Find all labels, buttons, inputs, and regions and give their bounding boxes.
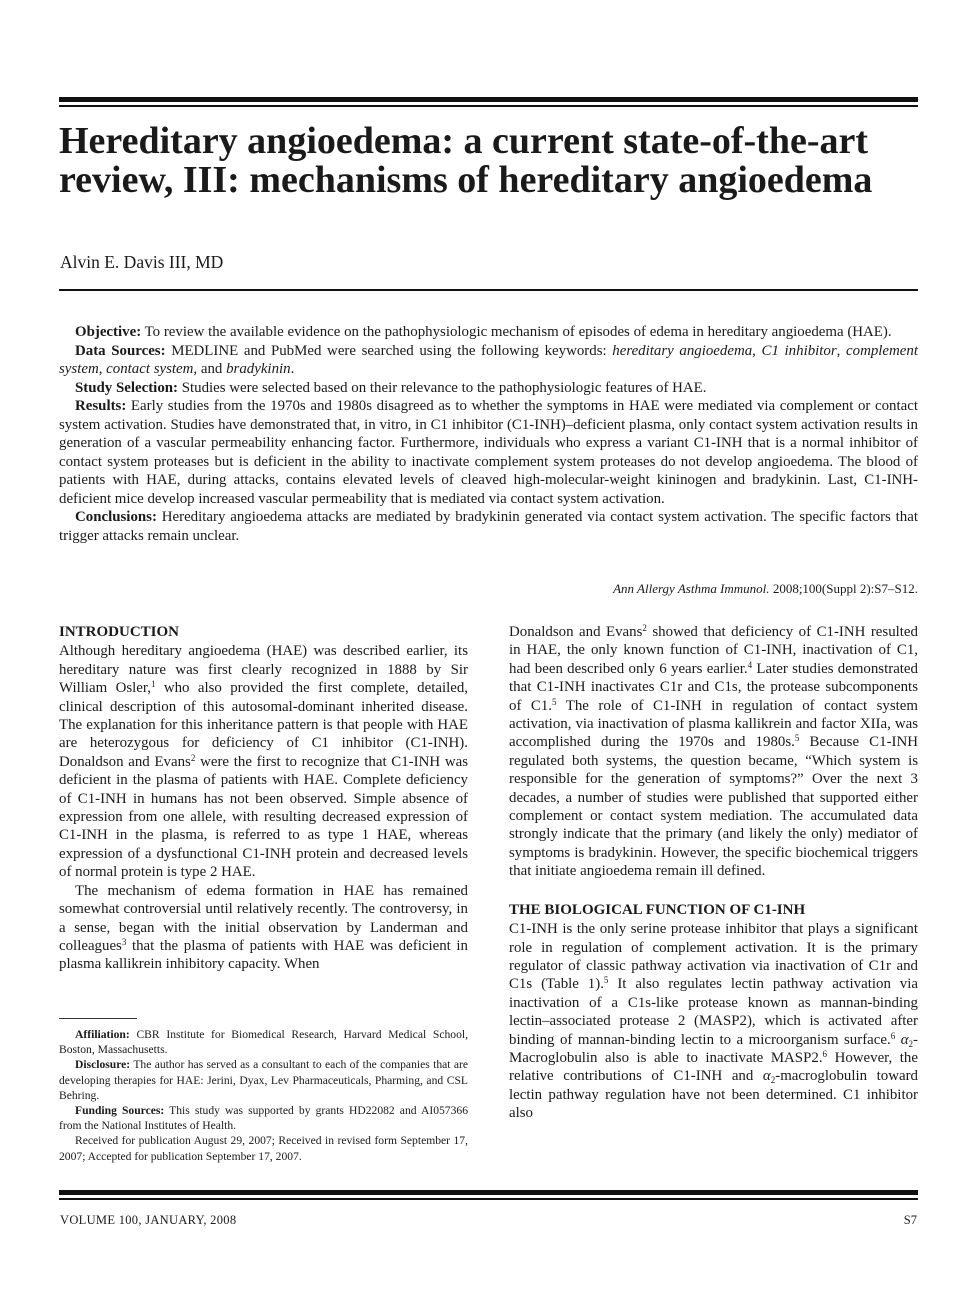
text: The role of C1-INH in regulation of contact system activation, via inactivation of plasma kallikrein and factor XIIa, was accomplished during the 1970s and 1980s. [509, 697, 918, 751]
disclosure-text: The author has served as a consultant to each of the companies that are developing therapies for HAE: Jerini, Dyax, Lev Pharmaceuticals, Pharming, and CSL Behring. [59, 1058, 468, 1102]
abstract-study-selection [59, 379, 918, 398]
text: However, the relative contributions of C1-INH and [509, 1049, 918, 1085]
text: Because C1-INH regulated both systems, the question became, “Which system is responsible for the generation of symptoms?” Over the next 3 decades, a number of studies were published that supported either complement or contact system mediation. The accumulated data strongly indicate that the primary (and likely the only) mediator of symptoms is bradykinin. However, the specific biochemical triggers that initiate angioedema remain ill defined. [509, 734, 918, 880]
intro-paragraph-2 [59, 882, 468, 974]
text: that the plasma of patients with HAE was deficient in plasma kallikrein inhibitory capacity. When [59, 937, 468, 973]
ref-5: 5 [552, 696, 557, 707]
abstract-conclusions [59, 508, 918, 545]
keyword: contact system [106, 361, 194, 377]
text: Donaldson and Evans [509, 624, 643, 640]
keyword: complement system [59, 342, 918, 377]
ref-2: 2 [190, 752, 196, 763]
text: Later studies demonstrated that C1-INH inactivates C1r and C1s, the protease subcomponents of C1. [509, 660, 918, 714]
header-rule-thick [59, 97, 918, 102]
ref-2: 2 [642, 623, 647, 633]
footnote-rule [59, 1018, 137, 1019]
abstract-objective [59, 323, 918, 342]
footer-rule-thin [59, 1198, 918, 1200]
ref-4: 4 [747, 659, 753, 670]
abstract-data-sources: Data Sources: MEDLINE and PubMed were searched using the following keywords: hereditary angioedema, C1 inhibitor, complement system, contact system, and bradykinin. [59, 342, 918, 377]
objective-text: To review the available evidence on the pathophysiologic mechanism of episodes of edema in hereditary angioedema (HAE). [144, 324, 892, 340]
study-selection-label: Study Selection: [75, 379, 178, 396]
text: -macroglobulin toward lectin pathway regulation have not been determined. C1 inhibitor also [509, 1068, 918, 1122]
footnotes [59, 1027, 468, 1164]
footnote-disclosure [59, 1057, 468, 1103]
ref-6: 6 [822, 1048, 828, 1059]
objective-label: Objective: [75, 324, 142, 340]
ref-1: 1 [150, 679, 156, 690]
citation-journal: Ann Allergy Asthma Immunol. [613, 581, 770, 596]
abstract-results [59, 397, 918, 508]
results-text: Early studies from the 1970s and 1980s disagreed as to whether the symptoms in HAE were mediated via complement or contact system activation. Studies have demonstrated that, in vitro, in C1 inhibitor (C1-INH)–deficient plasma, only contact system activation results in generation of a vascular permeability enhancing factor. Furthermore, individuals who express a variant C1-INH that is a normal inhibitor of contact system proteases but is deficient in the ability to inactivate complement system proteases do not develop angioedema. The blood of patients with HAE, during attacks, contains elevated levels of cleaved high-molecular-weight kininogen and bradykinin. Last, C1-INH-deficient mice develop increased vascular permeability that is mediated via contact system activation. [59, 398, 918, 507]
text: It also regulates lectin pathway activation via inactivation of a C1s-like protease known as mannan-binding lectin–associated protease 2 (MASP2), which is activated after binding of mannan-binding lectin to a microorganism surface. [509, 976, 918, 1048]
data-sources-label: Data Sources: [75, 342, 166, 359]
keyword: C1 inhibitor [761, 342, 837, 359]
data-sources-text: MEDLINE and PubMed were searched using the following keywords: [171, 342, 607, 359]
text: C1-INH is the only serine protease inhibitor that plays a significant role in regulation of complement activation. It is the primary regulator of classic pathway activation via inactivation of C1r and C1s (Table 1). [509, 921, 918, 993]
left-column [59, 623, 468, 974]
alpha-symbol: α [762, 1068, 771, 1085]
footnote-received: Received for publication August 29, 2007; Received in revised form September 17, 2007; Accepted for publication September 17, 2007. [59, 1134, 468, 1163]
keyword: bradykinin [226, 361, 291, 377]
results-label: Results: [75, 398, 127, 414]
ref-3: 3 [121, 936, 127, 947]
alpha-symbol: α [900, 1031, 909, 1048]
affiliation-label: Affiliation: [75, 1028, 130, 1041]
ref-5: 5 [603, 975, 609, 986]
footer-volume: VOLUME 100, JANUARY, 2008 [60, 1213, 237, 1227]
header-rule-thin [59, 105, 918, 107]
article-title: Hereditary angioedema: a current state-of-the-art review, III: mechanisms of hereditary angioedema [59, 120, 873, 201]
ref-5: 5 [794, 733, 800, 744]
study-selection-text: Studies were selected based on their relevance to the pathophysiologic features of HAE. [181, 379, 707, 396]
funding-label: Funding Sources: [75, 1104, 165, 1118]
citation-ref: 2008;100(Suppl 2):S7–S12. [772, 581, 918, 596]
section-heading-biological-function: THE BIOLOGICAL FUNCTION OF C1-INH [509, 901, 806, 918]
text: -Macroglobulin also is able to inactivate MASP2. [509, 1031, 918, 1066]
citation [613, 581, 918, 597]
footnote-funding [59, 1103, 468, 1133]
abstract [59, 323, 918, 545]
subscript: 2 [908, 1038, 914, 1049]
keyword: hereditary angioedema [612, 342, 753, 359]
conclusions-text: Hereditary angioedema attacks are mediated by bradykinin generated via contact system activation. The specific factors that trigger attacks remain unclear. [59, 509, 918, 544]
biofunction-paragraph-1 [509, 920, 918, 1122]
footer-page-number: S7 [903, 1213, 917, 1227]
disclosure-label: Disclosure: [75, 1058, 131, 1072]
author-line: Alvin E. Davis III, MD [60, 252, 224, 272]
footer-rule-thick [59, 1190, 918, 1195]
text: who also provided the first complete, detailed, clinical description of this autosomal-dominant inherited disease. The explanation for this inheritance pattern is that people with HAE are heterozygous for deficiency of C1 inhibitor (C1-INH). Donaldson and Evans [59, 680, 468, 770]
intro-paragraph-3 [509, 623, 918, 881]
text: were the first to recognize that C1-INH was deficient in the plasma of patients with HAE. Complete deficiency of C1-INH in humans has not been observed. Simple absence of expression from one allele, with resulting decreased expression of C1-INH in the plasma, is referred to as type 1 HAE, whereas expression of a dysfunctional C1-INH protein and decreased levels of normal protein is type 2 HAE. [59, 753, 468, 881]
footnote-affiliation [59, 1027, 468, 1057]
subscript: 2 [770, 1075, 776, 1086]
section-heading-introduction: INTRODUCTION [59, 624, 180, 640]
ref-6: 6 [890, 1030, 896, 1041]
intro-paragraph-1 [59, 642, 468, 881]
funding-text: This study was supported by grants HD22082 and AI057366 from the National Institutes of Health. [59, 1104, 468, 1133]
text: showed that deficiency of C1-INH resulted in HAE, the only known function of C1-INH, inactivation of C1, had been described only 6 years earlier. [509, 624, 918, 677]
author-rule [59, 289, 918, 291]
text: The mechanism of edema formation in HAE has remained somewhat controversial until relatively recently. The controversy, in a sense, began with the initial observation by Landerman and colleagues [59, 882, 468, 954]
conclusions-label: Conclusions: [75, 509, 157, 525]
right-column [509, 623, 918, 1123]
affiliation-text: CBR Institute for Biomedical Research, Harvard Medical School, Boston, Massachusetts. [59, 1028, 468, 1057]
text: Although hereditary angioedema (HAE) was described earlier, its hereditary nature was first clearly recognized in 1888 by Sir William Osler, [59, 643, 468, 697]
